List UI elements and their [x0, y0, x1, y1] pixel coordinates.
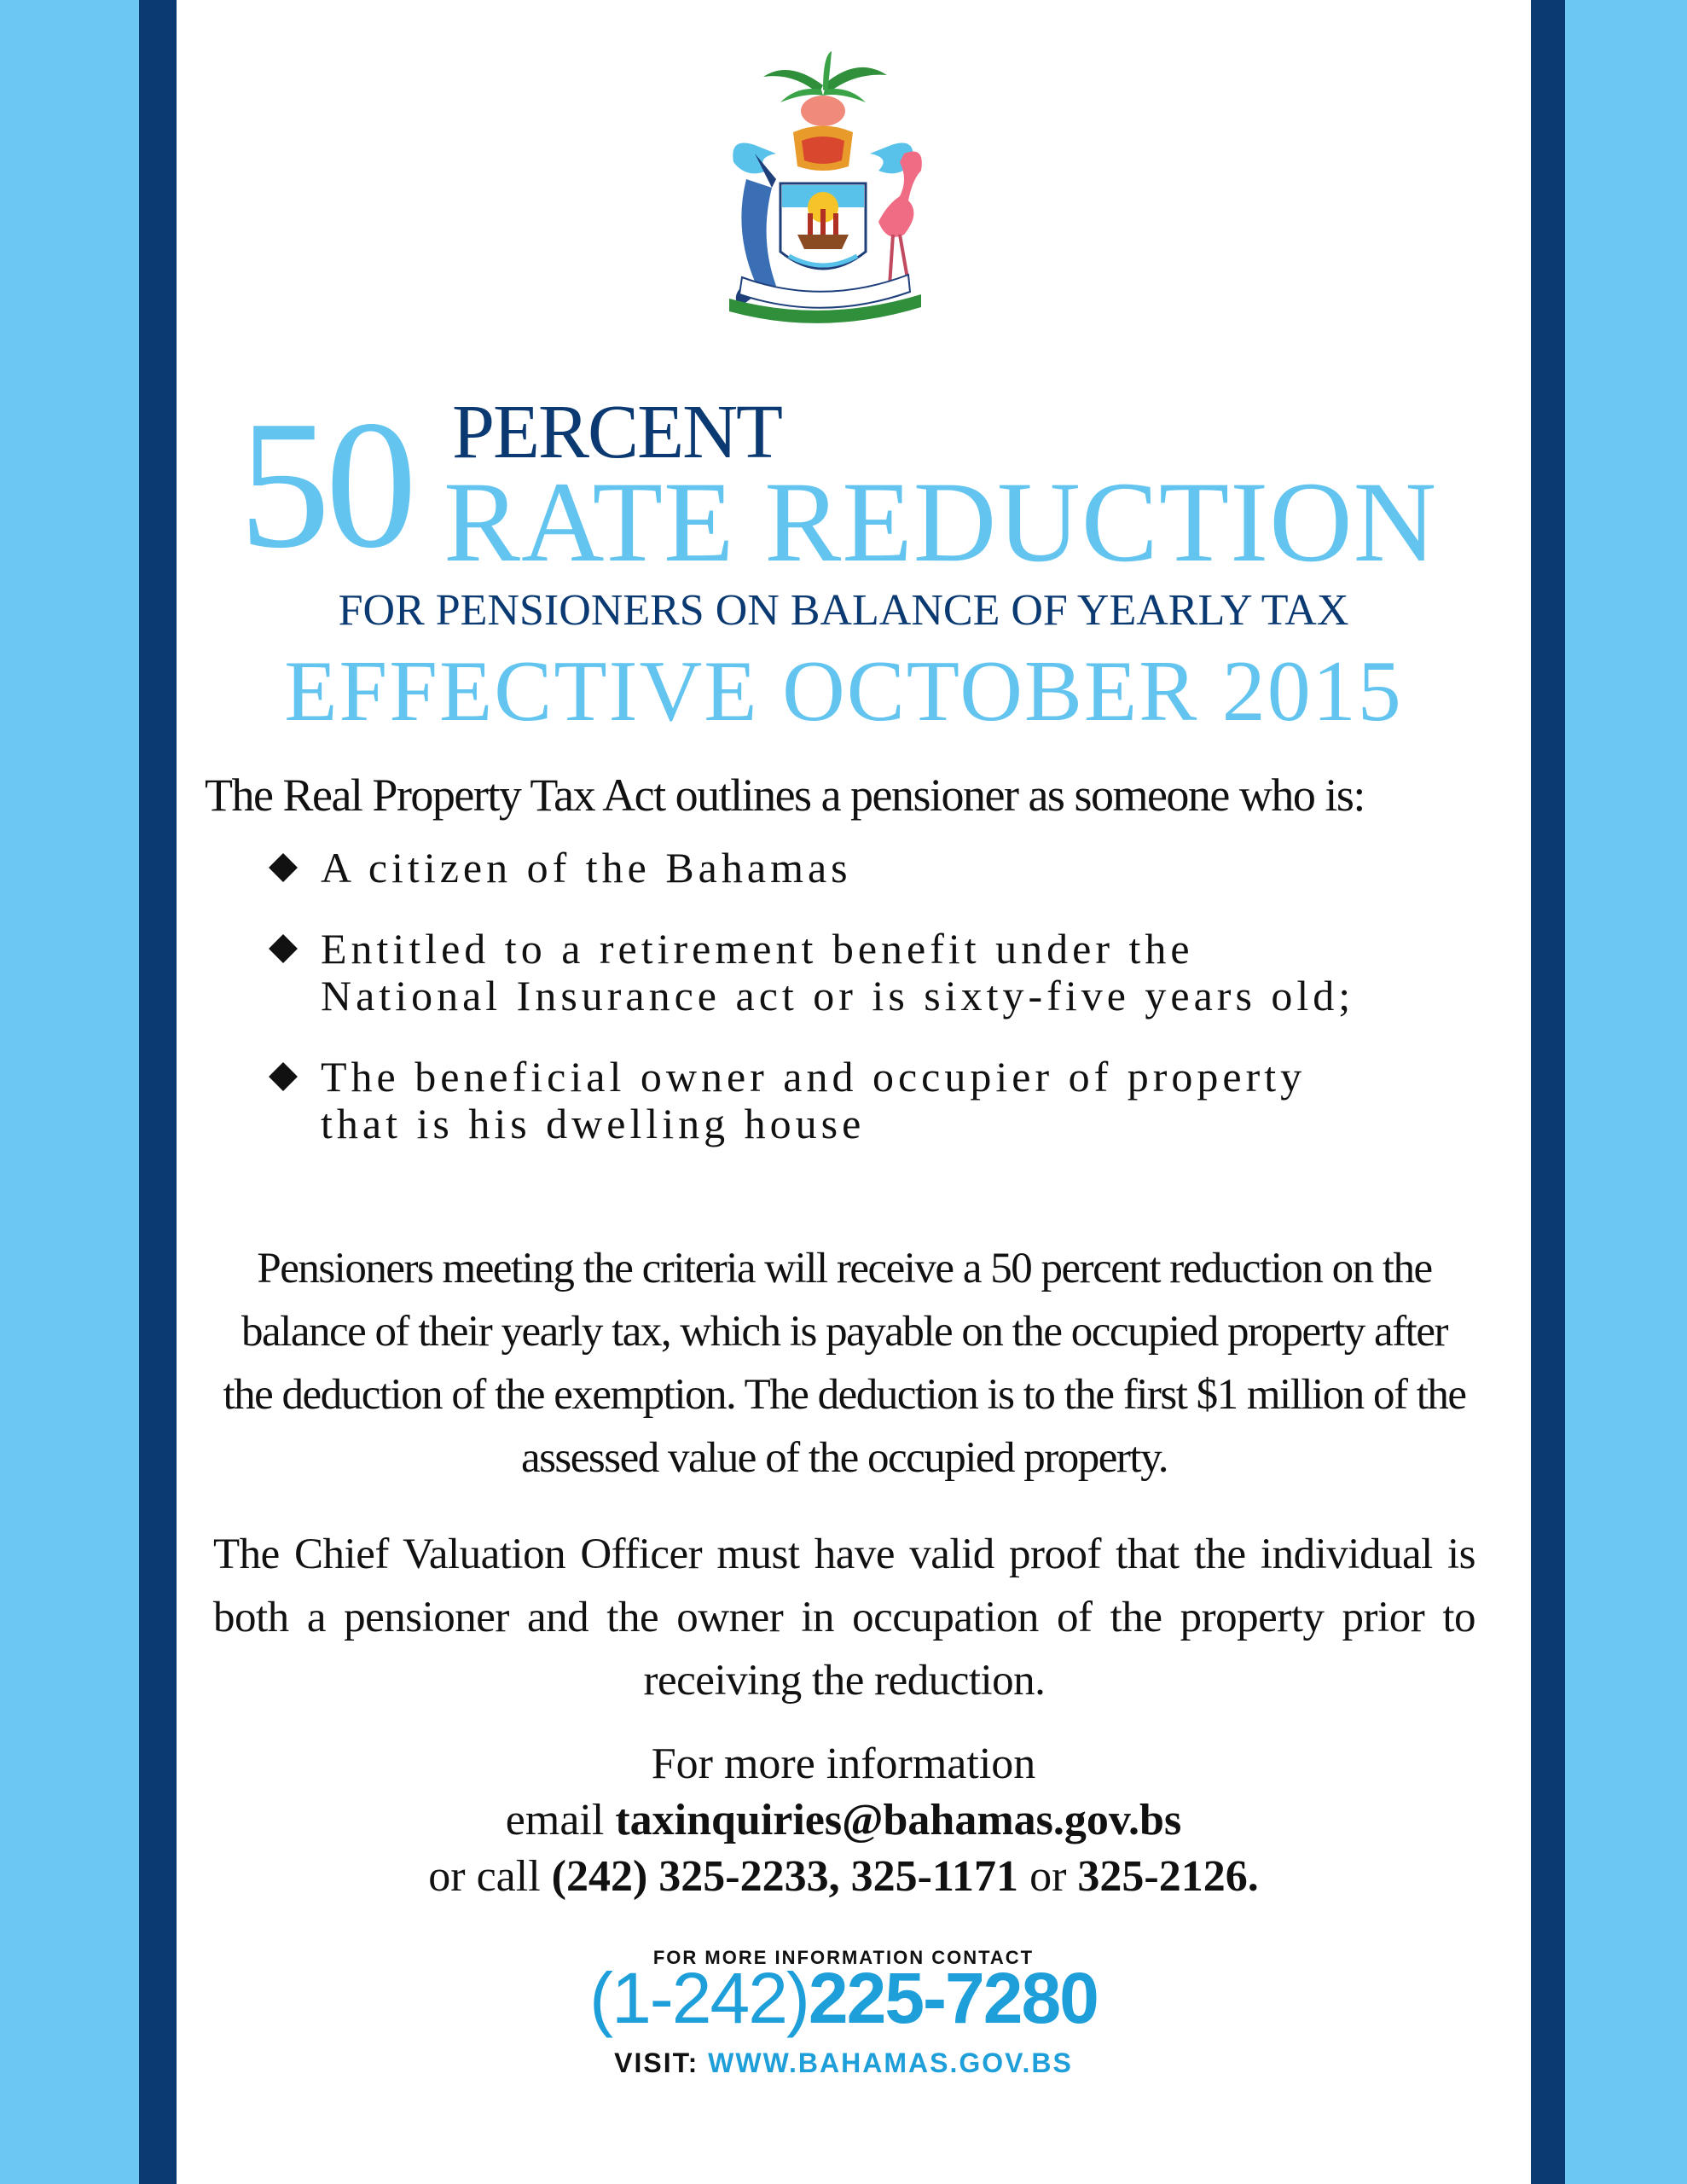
footer-phone-number: 225-7280: [808, 1958, 1098, 2038]
headline-rate-reduction: RATE REDUCTION: [443, 459, 1438, 586]
more-info-heading: For more information: [651, 1740, 1036, 1788]
footer-website-link[interactable]: WWW.BAHAMAS.GOV.BS: [708, 2048, 1073, 2078]
or-word: or: [1018, 1852, 1078, 1901]
criteria-list: [264, 845, 1475, 1182]
footer-contact-label: FOR MORE INFORMATION CONTACT: [652, 1947, 1035, 1968]
headline-effective-date: EFFECTIVE OCTOBER 2015: [284, 643, 1403, 740]
diamond-bullet-icon: [269, 853, 298, 882]
phone-numbers: (242) 325-2233, 325-1171: [551, 1852, 1019, 1901]
footer-phone-prefix: (1-242): [589, 1958, 809, 2038]
criteria-line: A citizen of the Bahamas: [321, 844, 852, 892]
phone-number-last: 325-2126.: [1077, 1852, 1259, 1901]
footer-visit-label: VISIT:: [614, 2048, 709, 2078]
list-item: [264, 1054, 1475, 1147]
call-line: [0, 1849, 1687, 1905]
criteria-line: that is his dwelling house: [321, 1100, 866, 1147]
proof-paragraph: The Chief Valuation Officer must have valid proof that the individual is both a pensioner and the owner in occupation of the property prior to receiving the reduction.: [213, 1531, 1475, 1705]
email-prefix: email: [505, 1796, 616, 1844]
criteria-line: National Insurance act or is sixty-five years old;: [321, 972, 1355, 1019]
call-prefix: or call: [428, 1852, 552, 1901]
headline-number: 50: [239, 382, 412, 586]
diamond-bullet-icon: [269, 934, 298, 963]
intro-text: The Real Property Tax Act outlines a pensioner as someone who is:: [205, 770, 1365, 821]
headline-subtitle: FOR PENSIONERS ON BALANCE OF YEARLY TAX: [338, 586, 1349, 635]
list-item: [264, 845, 1475, 892]
footer-visit: [0, 2048, 1687, 2079]
email-line: [0, 1792, 1687, 1849]
email-link[interactable]: taxinquiries@bahamas.gov.bs: [615, 1796, 1182, 1844]
criteria-line: Entitled to a retirement benefit under the: [321, 925, 1194, 973]
bahamas-coat-of-arms-icon: [695, 51, 951, 337]
reduction-paragraph: Pensioners meeting the criteria will receive a 50 percent reduction on the balance of their yearly tax, which is payable on the occupied property after the deduction of the exemption. The deduction is to the first $1 million of the assessed value of the occupied property.: [223, 1245, 1466, 1482]
criteria-line: The beneficial owner and occupier of property: [321, 1053, 1307, 1101]
footer-phone: [0, 1958, 1687, 2038]
diamond-bullet-icon: [269, 1062, 298, 1091]
headline-percent: PERCENT: [452, 390, 782, 474]
list-item: [264, 926, 1475, 1019]
